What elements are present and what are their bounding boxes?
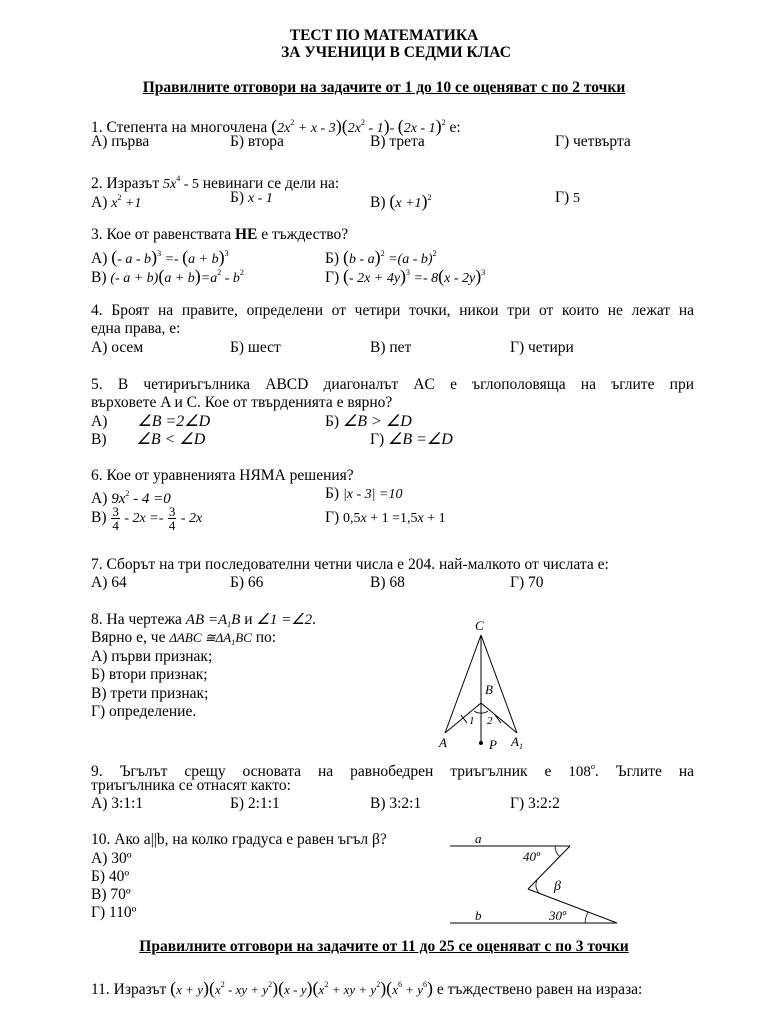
q5-option-b[interactable]: Б) ∠B > ∠D bbox=[325, 413, 412, 430]
q6-option-a[interactable]: А) $9x^2 - 4 =0$ bbox=[91, 489, 171, 507]
q5-option-d[interactable]: Г) ∠B =∠D bbox=[370, 431, 453, 448]
q5-option-c[interactable]: В) ∠B < ∠D bbox=[91, 431, 206, 448]
angle-40-label: 40º bbox=[523, 849, 541, 864]
question-2: 2. Изразът $5x^4 - 5$ невинаги се дели на: bbox=[91, 174, 340, 192]
q6-option-c[interactable]: В) $\frac{3}{4}$ - 2x =- $\frac{3}{4}$ - 2x bbox=[91, 503, 203, 533]
q7-option-b[interactable]: Б) 66 bbox=[230, 574, 264, 591]
q8-option-c[interactable]: В) трети признак; bbox=[91, 685, 209, 702]
q9-option-b[interactable]: Б) 2:1:1 bbox=[230, 795, 280, 812]
q4-option-d[interactable]: Г) четири bbox=[510, 339, 574, 356]
q2-option-a[interactable]: А) $x^2 +1$ bbox=[91, 193, 142, 211]
question-5-line1: 5. В четириъгълника ABCD диагоналът AC е ъглополовяща на ъглите при bbox=[91, 376, 694, 393]
q3-option-d[interactable]: Г) (- 2x + 4y)$^3$ =- 8(x - 2y)$^3$ bbox=[325, 266, 486, 286]
parallel-lines-figure bbox=[445, 828, 625, 928]
question-3: 3. Кое от равенствата НЕ е тъждество? bbox=[91, 226, 349, 243]
q3-option-c[interactable]: В) (- $a + b)(a + b)=a^2 - b^2$ bbox=[91, 266, 244, 286]
question-8: 8. На чертежа AB $=A_1B$ и ∠1 =∠2. bbox=[91, 611, 317, 629]
q9-option-c[interactable]: В) 3:2:1 bbox=[370, 795, 422, 812]
question-7: 7. Сборът на три последователни четни числа е 204. най-малкото от числата е: bbox=[91, 556, 609, 573]
q4-option-c[interactable]: В) пет bbox=[370, 339, 412, 356]
q1-option-d[interactable]: Г) четвърта bbox=[555, 133, 631, 150]
q4-option-b[interactable]: Б) шест bbox=[230, 339, 281, 356]
q10-option-b[interactable]: Б) 40º bbox=[91, 868, 130, 885]
q10-option-d[interactable]: Г) 110º bbox=[91, 904, 137, 921]
test-subtitle: ЗА УЧЕНИЦИ В СЕДМИ КЛАС bbox=[281, 44, 511, 61]
q7-option-d[interactable]: Г) 70 bbox=[510, 574, 544, 591]
q8-option-b[interactable]: Б) втори признак; bbox=[91, 666, 208, 683]
q8-option-a[interactable]: А) първи признак; bbox=[91, 648, 213, 665]
q4-option-a[interactable]: А) осем bbox=[91, 339, 144, 356]
question-1: 1. Степента на многочлена $(2x^2 + x - 3)(2x^2 - 1)-$ (2x - 1)$^2$ е: bbox=[91, 116, 461, 136]
question-9-line1: 9. Ъгълът срещу основата на равнобедрен триъгълник е 108$^o$. Ъглите на bbox=[91, 762, 694, 780]
angle-2-label: 2 bbox=[487, 715, 493, 727]
q5-option-a[interactable]: А) ∠B =2∠D bbox=[91, 413, 211, 430]
q2-option-b[interactable]: Б) x - 1 bbox=[230, 189, 273, 206]
q1-polynomial: $(2x^2 + x - 3)(2x^2 - 1)-$ (2x - 1)$^2$ bbox=[271, 116, 446, 136]
question-9-line2: триъгълника се отнасят както: bbox=[91, 777, 291, 794]
question-8-line2: Вярно е, че ΔABC $≅\Delta A_1BC$ по: bbox=[91, 629, 277, 647]
section-heading-1: Правилните отговори на задачите от 1 до 10 се оценяват с по 2 точки bbox=[142, 79, 626, 96]
section-heading-2: Правилните отговори на задачите от 11 до 25 се оценяват с по 3 точки bbox=[139, 938, 629, 955]
question-6: 6. Кое от уравненията НЯМА решения? bbox=[91, 467, 354, 484]
q10-option-c[interactable]: В) 70º bbox=[91, 886, 131, 903]
line-b-label: b bbox=[475, 908, 482, 923]
q1-option-b[interactable]: Б) втора bbox=[230, 133, 284, 150]
point-c-label: C bbox=[475, 618, 484, 633]
q6-option-d[interactable]: Г) 0,5x + 1 =1,5x + 1 bbox=[325, 509, 446, 526]
q8-option-d[interactable]: Г) определение. bbox=[91, 703, 197, 720]
question-4-line1: 4. Броят на правите, определени от четири точки, никои три от които не лежат на bbox=[91, 302, 694, 319]
line-a-label: a bbox=[475, 831, 482, 846]
q10-option-a[interactable]: А) 30º bbox=[91, 850, 132, 867]
point-a1-label: $A_1$ bbox=[511, 734, 523, 751]
angle-1-label: 1 bbox=[469, 715, 475, 727]
q2-option-d[interactable]: Г) 5 bbox=[555, 189, 580, 206]
question-10: 10. Ако a||b, на колко градуса е равен ъгъл β? bbox=[91, 831, 387, 848]
q3-option-b[interactable]: Б) (b - a)$^2$ =(a - b)$^2$ bbox=[325, 247, 437, 267]
q9-option-a[interactable]: А) 3:1:1 bbox=[91, 795, 144, 812]
q2-option-c[interactable]: В) $(x +1)^2$ bbox=[370, 191, 432, 211]
q2-expression: $5x^4 - 5$ bbox=[162, 174, 199, 192]
point-a-label: A bbox=[439, 735, 447, 750]
triangle-figure bbox=[430, 615, 540, 755]
point-b-label: B bbox=[485, 682, 493, 697]
q7-option-c[interactable]: В) 68 bbox=[370, 574, 405, 591]
q7-option-a[interactable]: А) 64 bbox=[91, 574, 127, 591]
q1-option-a[interactable]: А) първа bbox=[91, 133, 150, 150]
angle-beta-label: β bbox=[554, 879, 561, 894]
q3-option-a[interactable]: А) (- $a - b)^3 =- (a + b)^3$ bbox=[91, 247, 229, 267]
angle-30-label: 30º bbox=[549, 908, 567, 923]
question-4-line2: една права, е: bbox=[91, 320, 181, 337]
q1-option-c[interactable]: В) трета bbox=[370, 133, 425, 150]
question-1-text: 1. Степента на многочлена bbox=[91, 119, 268, 136]
point-p-label: P bbox=[489, 737, 497, 752]
question-11: 11. Изразът $(x + y)(x^2$ - xy + $y^2)(x - y)(x^2$ + xy + $y^2)(x^6 + y^6)$ е тъждествено равен на израза: bbox=[91, 978, 643, 998]
q9-option-d[interactable]: Г) 3:2:2 bbox=[510, 795, 560, 812]
q6-option-b[interactable]: Б) |x - 3| =10 bbox=[325, 485, 403, 502]
test-title: ТЕСТ ПО МАТЕМАТИКА bbox=[289, 27, 479, 44]
question-5-line2: върховете A и C. Кое от твърденията е вярно? bbox=[91, 394, 393, 411]
